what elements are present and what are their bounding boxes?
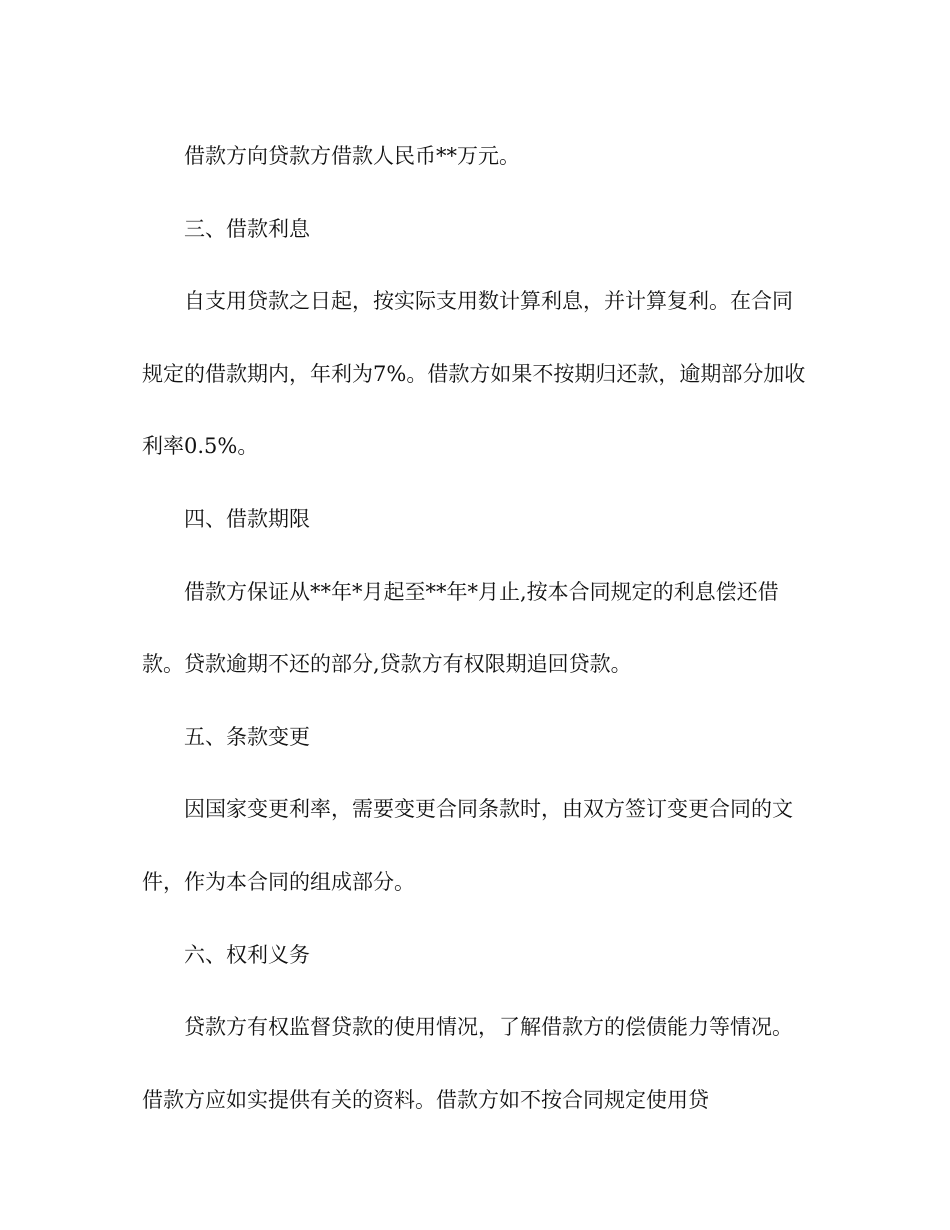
paragraph-amendment-details: 因国家变更利率，需要变更合同条款时，由双方签订变更合同的文件，作为本合同的组成部分。 (142, 797, 793, 894)
section-heading-interest: 三、借款利息 (184, 216, 310, 241)
document-body (142, 120, 810, 1136)
section-heading-amendment: 五、条款变更 (184, 724, 310, 749)
section-heading-term: 四、借款期限 (184, 506, 310, 531)
paragraph-loan-amount: 借款方向贷款方借款人民币**万元。 (184, 144, 520, 168)
paragraph-term-details: 借款方保证从**年*月起至**年*月止,按本合同规定的利息偿还借款。贷款逾期不还的部分,贷款方有权限期追回贷款。 (142, 579, 779, 677)
paragraph-rights-details: 贷款方有权监督贷款的使用情况，了解借款方的偿债能力等情况。借款方应如实提供有关的资料。借款方如不按合同规定使用贷 (142, 1015, 793, 1112)
section-heading-rights: 六、权利义务 (184, 942, 310, 967)
paragraph-interest-terms: 自支用贷款之日起，按实际支用数计算利息，并计算复利。在合同规定的借款期内，年利为7%。借款方如果不按期归还款，逾期部分加收利率0.5%。 (142, 289, 806, 459)
